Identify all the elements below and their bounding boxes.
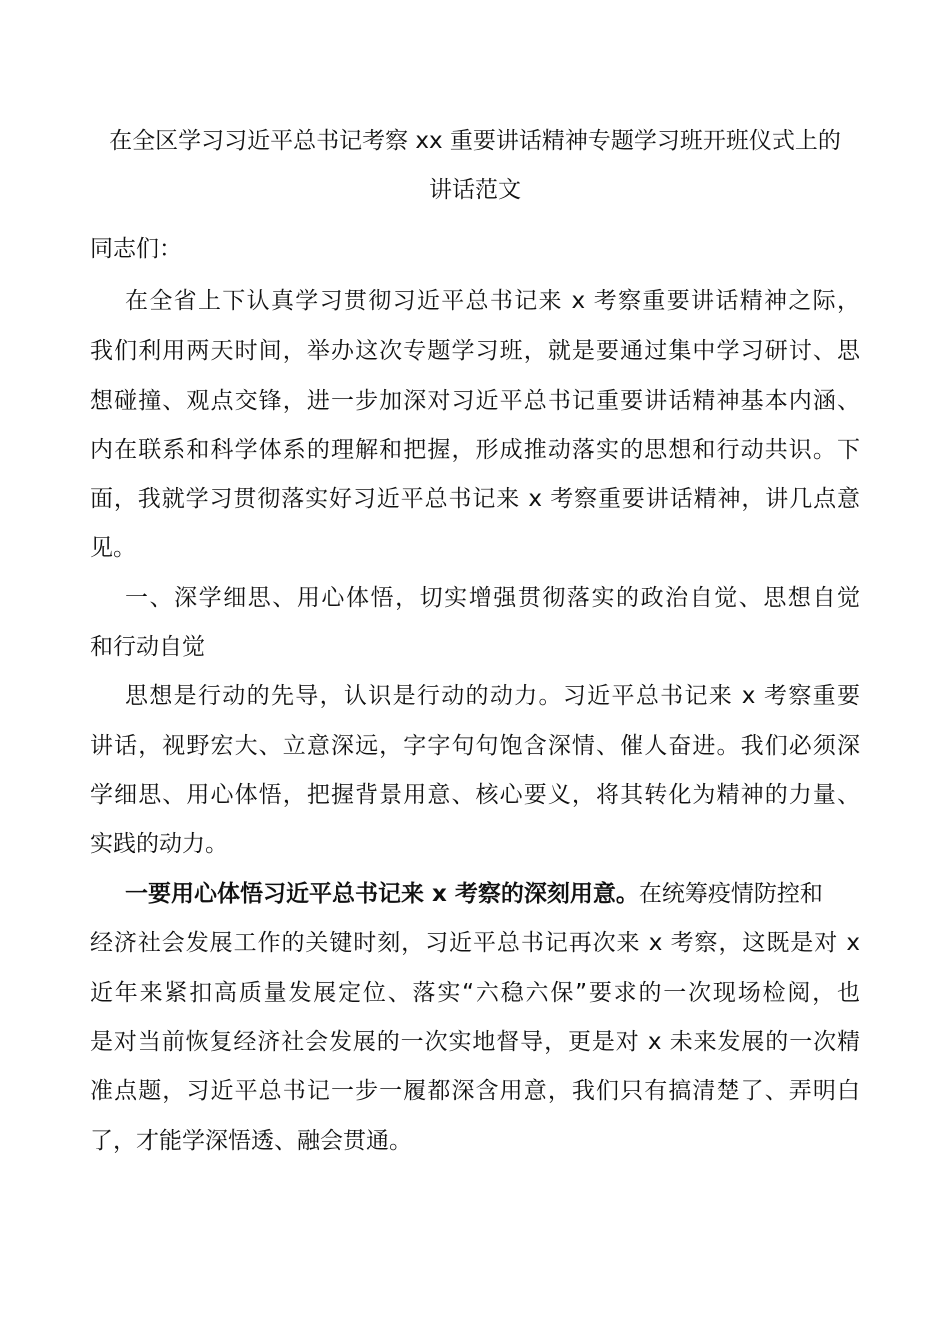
section-heading-1-line-1: 一、深学细思、用心体悟，切实增强贯彻落实的政治自觉、思想自觉 bbox=[125, 585, 860, 611]
paragraph-3-line-4: 是对当前恢复经济社会发展的一次实地督导，更是对 x 未来发展的一次精 bbox=[90, 1029, 860, 1055]
salutation: 同志们： bbox=[90, 236, 182, 262]
paragraph-3-line-6: 了，才能学深悟透、融会贯通。 bbox=[90, 1128, 412, 1154]
paragraph-3-line-3: 近年来紧扣高质量发展定位、落实“六稳六保”要求的一次现场检阅，也 bbox=[90, 980, 860, 1006]
paragraph-1-line-6: 见。 bbox=[90, 535, 136, 561]
paragraph-1-line-5: 面，我就学习贯彻落实好习近平总书记来 x 考察重要讲话精神，讲几点意 bbox=[90, 486, 860, 512]
paragraph-3-line-5: 准点题，习近平总书记一步一履都深含用意，我们只有搞清楚了、弄明白 bbox=[90, 1078, 860, 1104]
paragraph-2-line-1: 思想是行动的先导，认识是行动的动力。习近平总书记来 x 考察重要 bbox=[125, 683, 860, 709]
paragraph-1-line-3: 想碰撞、观点交锋，进一步加深对习近平总书记重要讲话精神基本内涵、 bbox=[90, 388, 860, 414]
paragraph-2-line-4: 实践的动力。 bbox=[90, 831, 228, 857]
paragraph-3-bold-lead: 一要用心体悟习近平总书记来 x 考察的深刻用意。 bbox=[125, 881, 639, 907]
paragraph-3-line-2: 经济社会发展工作的关键时刻，习近平总书记再次来 x 考察，这既是对 x bbox=[90, 930, 860, 956]
document-title-line-2: 讲话范文 bbox=[429, 177, 521, 203]
paragraph-2-line-2: 讲话，视野宏大、立意深远，字字句句饱含深情、催人奋进。我们必须深 bbox=[90, 733, 860, 759]
paragraph-1-line-1: 在全省上下认真学习贯彻习近平总书记来 x 考察重要讲话精神之际， bbox=[125, 288, 860, 314]
paragraph-3-line-1 bbox=[125, 879, 860, 909]
document-title-line-1: 在全区学习习近平总书记考察 xx 重要讲话精神专题学习班开班仪式上的 bbox=[109, 128, 841, 154]
paragraph-1-line-4: 内在联系和科学体系的理解和把握，形成推动落实的思想和行动共识。下 bbox=[90, 437, 860, 463]
section-heading-1-line-2: 和行动自觉 bbox=[90, 634, 205, 660]
paragraph-2-line-3: 学细思、用心体悟，把握背景用意、核心要义，将其转化为精神的力量、 bbox=[90, 782, 860, 808]
paragraph-3-first-line-rest: 在统筹疫情防控和 bbox=[638, 881, 823, 907]
paragraph-1-line-2: 我们利用两天时间，举办这次专题学习班，就是要通过集中学习研讨、思 bbox=[90, 338, 860, 364]
